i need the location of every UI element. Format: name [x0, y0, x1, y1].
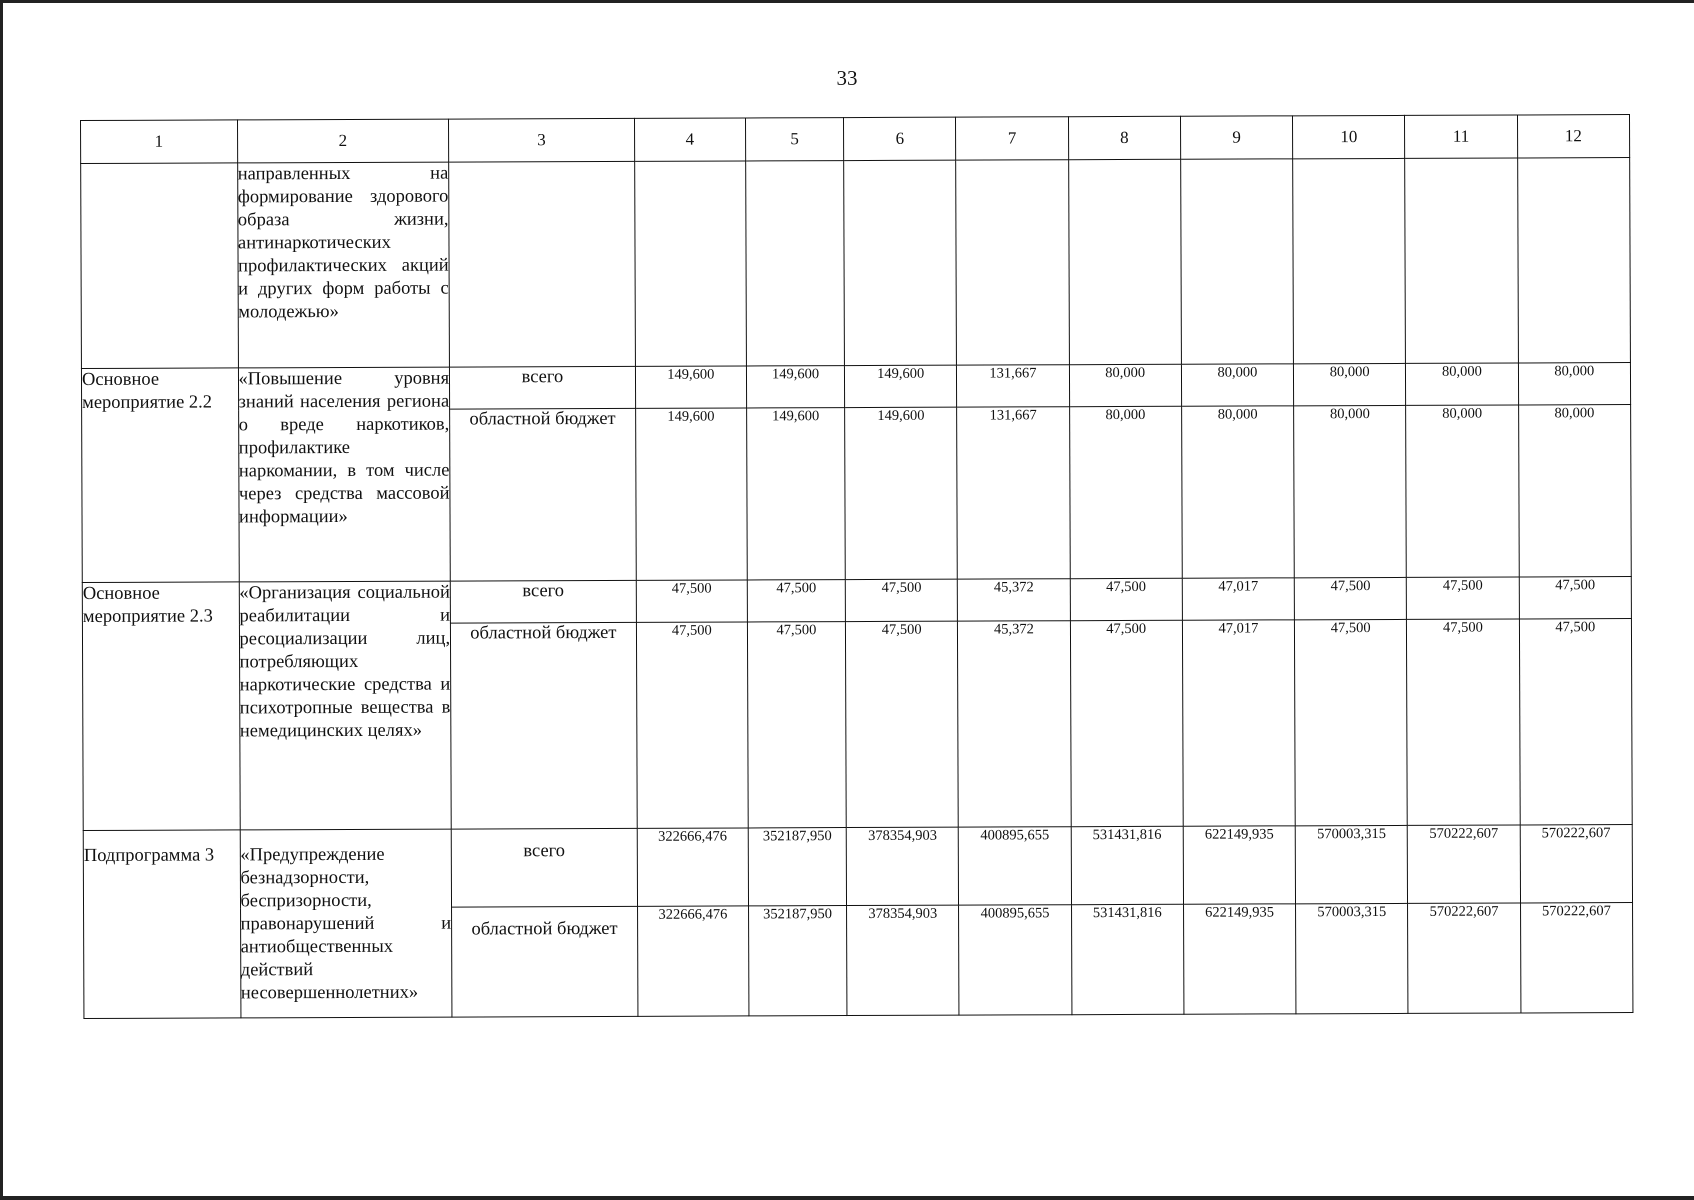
value-cell: 47,017 — [1182, 620, 1295, 826]
column-header: 6 — [844, 117, 956, 160]
value-cell: 80,000 — [1406, 405, 1519, 577]
value-cell: 47,500 — [1519, 619, 1632, 825]
value-cell: 322666,476 — [637, 828, 748, 906]
page-number: 33 — [836, 66, 858, 90]
continuation-description — [237, 162, 449, 368]
table-row — [83, 825, 1632, 909]
activity-label: Основное мероприятие 2.3 — [82, 582, 239, 831]
continuation-row — [81, 158, 1631, 369]
value-cell: 45,372 — [958, 579, 1070, 621]
empty-cell — [1068, 159, 1181, 364]
empty-cell — [1293, 158, 1406, 363]
column-header: 2 — [237, 119, 449, 163]
empty-cell — [1181, 159, 1294, 364]
column-header: 7 — [956, 117, 1068, 160]
value-cell: 47,500 — [1070, 578, 1182, 620]
value-cell: 47,500 — [845, 579, 957, 621]
scan-border-top — [0, 0, 1694, 3]
value-cell: 400895,655 — [959, 905, 1072, 1015]
continuation-text: направленных на формирование здорового образа жизни, антинаркотических профилактических акций и других форм работы с молодежью» — [237, 163, 449, 323]
value-cell: 149,600 — [746, 366, 844, 408]
empty-cell — [81, 163, 238, 369]
value-cell: 352187,950 — [748, 828, 847, 906]
value-cell: 570222,607 — [1408, 825, 1521, 903]
value-cell: 131,667 — [957, 407, 1070, 579]
value-cell: 570222,607 — [1520, 903, 1633, 1013]
value-cell: 80,000 — [1181, 406, 1294, 578]
value-cell: 47,500 — [1519, 577, 1632, 619]
value-cell: 80,000 — [1406, 363, 1518, 405]
scan-border-left — [0, 0, 3, 1200]
value-cell: 570222,607 — [1520, 825, 1633, 903]
value-cell: 622149,935 — [1183, 904, 1296, 1014]
empty-cell — [746, 161, 845, 366]
subprogram-label: Подпрограмма 3 — [83, 830, 240, 1019]
value-cell: 378354,903 — [846, 827, 959, 905]
value-cell: 45,372 — [958, 621, 1071, 827]
value-cell: 80,000 — [1069, 364, 1181, 406]
value-cell: 570003,315 — [1295, 825, 1408, 903]
empty-cell — [844, 160, 957, 365]
value-cell: 47,500 — [1295, 619, 1408, 825]
value-cell: 570003,315 — [1296, 903, 1409, 1013]
scan-border-bottom — [0, 1196, 1694, 1200]
funding-source: областной бюджет — [451, 622, 637, 829]
column-header: 12 — [1517, 115, 1630, 158]
value-cell: 531431,816 — [1071, 826, 1184, 904]
empty-cell — [1517, 158, 1630, 363]
activity-title-text: «Повышение уровня знаний населения региона о вреде наркотиков, профилактике наркомании, в том числе через средства массовой информации» — [238, 368, 450, 528]
subprogram-title-text: «Предупреждение безнадзорности, беспризорности, правонарушений и антиобщественных действий несовершеннолетних» — [240, 844, 452, 1004]
value-cell: 47,500 — [636, 580, 747, 622]
value-cell: 149,600 — [635, 366, 746, 408]
value-cell: 47,500 — [636, 622, 748, 828]
value-cell: 80,000 — [1294, 363, 1406, 405]
value-cell: 570222,607 — [1408, 903, 1521, 1013]
value-cell: 400895,655 — [959, 827, 1072, 905]
value-cell: 80,000 — [1518, 405, 1631, 577]
value-cell: 131,667 — [957, 365, 1069, 407]
activity-title — [238, 367, 450, 582]
column-header: 3 — [449, 118, 635, 162]
empty-cell — [956, 160, 1069, 365]
value-cell: 378354,903 — [847, 905, 960, 1015]
activity-title — [239, 581, 452, 830]
value-cell: 149,600 — [635, 408, 747, 580]
funding-source: всего — [450, 580, 636, 623]
table-row — [82, 577, 1631, 625]
column-header: 8 — [1068, 116, 1180, 159]
value-cell: 80,000 — [1294, 405, 1407, 577]
activity-title-text: «Организация социальной реабилитации и ресоциализации лиц, потребляющих наркотические средства и психотропные вещества в немедицинских целях» — [239, 582, 451, 742]
budget-table — [80, 114, 1633, 1019]
value-cell: 47,500 — [1407, 577, 1519, 619]
column-header: 10 — [1293, 115, 1405, 158]
value-cell: 47,500 — [747, 580, 845, 622]
funding-source: областной бюджет — [452, 906, 638, 1017]
value-cell: 47,500 — [747, 622, 846, 828]
column-number-row — [81, 115, 1630, 164]
value-cell: 80,000 — [1518, 363, 1631, 405]
value-cell: 47,500 — [1070, 620, 1183, 826]
value-cell: 149,600 — [845, 407, 958, 579]
value-cell: 531431,816 — [1071, 904, 1184, 1014]
empty-cell — [1405, 158, 1518, 363]
table-row — [81, 363, 1630, 411]
column-header: 11 — [1405, 115, 1517, 158]
subprogram-title — [240, 829, 452, 1018]
value-cell: 47,017 — [1182, 578, 1294, 620]
value-cell: 622149,935 — [1183, 826, 1296, 904]
activity-label: Основное мероприятие 2.2 — [81, 368, 238, 583]
value-cell: 322666,476 — [637, 906, 749, 1016]
value-cell: 149,600 — [845, 365, 957, 407]
column-header: 4 — [634, 118, 745, 161]
value-cell: 149,600 — [747, 408, 846, 580]
column-header: 5 — [745, 118, 843, 161]
value-cell: 80,000 — [1181, 364, 1293, 406]
column-header: 1 — [81, 120, 238, 164]
value-cell: 47,500 — [1294, 577, 1406, 619]
funding-source: всего — [450, 366, 636, 409]
value-cell: 47,500 — [1407, 619, 1520, 825]
value-cell: 80,000 — [1069, 406, 1182, 578]
funding-source: всего — [451, 828, 637, 907]
value-cell: 352187,950 — [748, 906, 847, 1016]
empty-cell — [449, 161, 635, 367]
value-cell: 47,500 — [846, 621, 959, 827]
column-header: 9 — [1180, 116, 1292, 159]
empty-cell — [634, 161, 746, 366]
funding-source: областной бюджет — [450, 408, 636, 581]
